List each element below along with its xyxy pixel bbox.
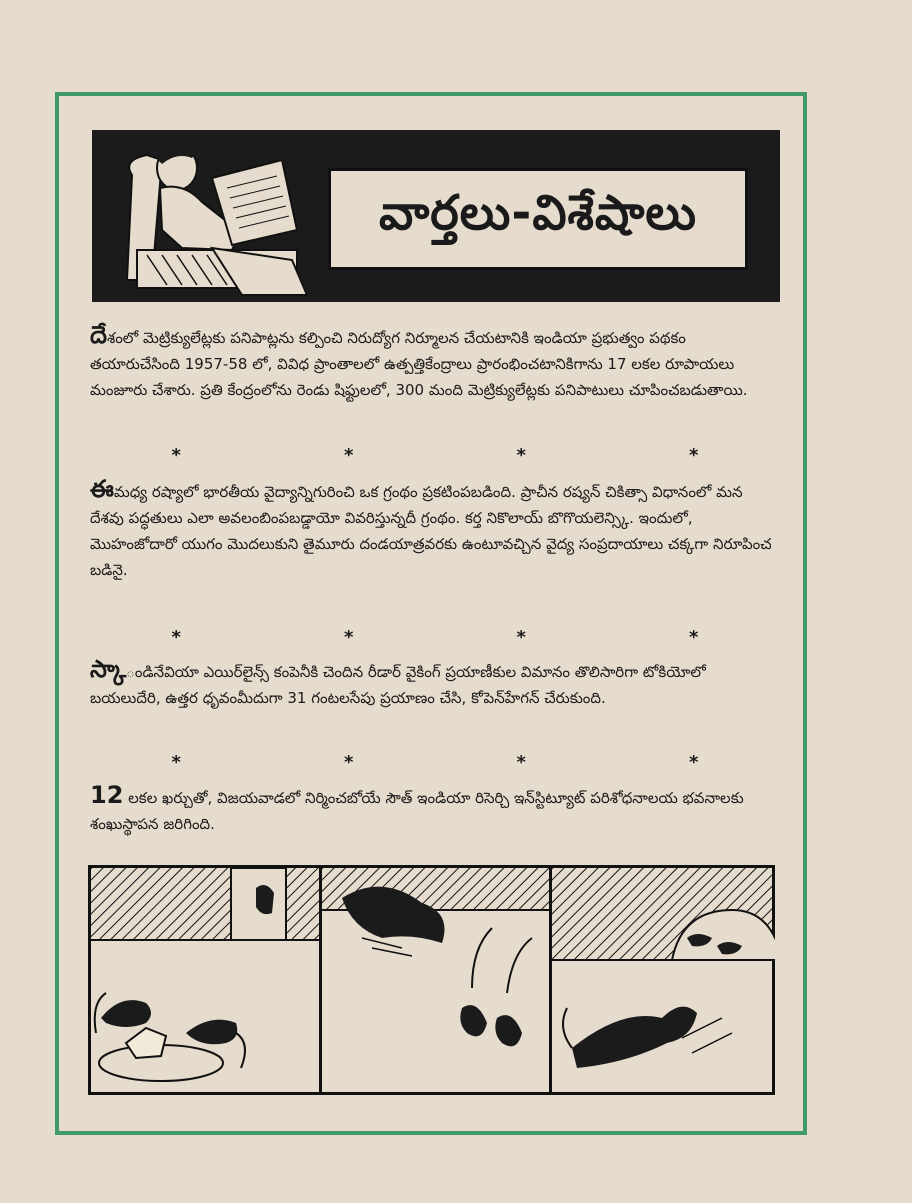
separator-star: *	[516, 627, 526, 648]
man-reading-newspaper-illustration	[92, 130, 328, 302]
separator-stars	[90, 627, 780, 647]
drop-cap: దే	[90, 321, 107, 349]
separator-star: *	[344, 752, 354, 773]
news-paragraph-2	[90, 476, 780, 583]
header-banner	[92, 130, 780, 302]
separator-star: *	[516, 752, 526, 773]
paragraph-text: శంలో మెట్రిక్యులేట్లకు పనిపాట్లను కల్పించి నిరుద్యోగ నిర్మూలన చేయటానికి ఇండియా ప్రభుత్వం పథకం తయారుచేసింది 1957-58 లో, వివిధ ప్రాంతాలలో ఉత్పత్తికేంద్రాలు ప్రారంభించటానికిగాను 17 లకల రూపాయలు మంజూరు చేశారు. ప్రతి కేంద్రంలోను రెండు షిఫ్టులలో, 300 మంది మెట్రిక్యులేట్లకు పనిపాటులు చూపించబడుతాయి.	[90, 329, 748, 399]
paragraph-text: లకల ఖర్చుతో, విజయవాడలో నిర్మించబోయే సౌత్ ఇండియా రిసెర్చి ఇన్‌స్టిట్యూట్ పరిశోధనాలయ భవనాలకు శంఖుస్థాపన జరిగింది.	[90, 789, 744, 833]
drop-cap: స్కా	[90, 655, 127, 683]
separator-stars	[90, 445, 780, 465]
separator-star: *	[344, 627, 354, 648]
separator-star: *	[516, 445, 526, 466]
comic-panel-1	[91, 868, 319, 1092]
paragraph-text: ండినేవియా ఎయిర్‌లైన్స్ కంపెనీకి చెందిన రీడార్ వైకింగ్ ప్రయాణీకుల విమానం తొలిసారిగా టోకియోలో బయలుదేరి, ఉత్తర ధృవంమీదుగా 31 గంటలసేపు ప్రయాణం చేసి, కోపెన్‌హేగన్ చేరుకుంది.	[90, 663, 706, 707]
news-paragraph-4	[90, 782, 780, 837]
comic-panel-3	[549, 868, 775, 1092]
separator-star: *	[171, 445, 181, 466]
separator-star: *	[689, 445, 699, 466]
comic-panel-2	[319, 868, 552, 1092]
news-paragraph-1	[90, 322, 780, 403]
comic-strip	[88, 865, 775, 1095]
news-paragraph-3	[90, 656, 780, 711]
separator-star: *	[171, 627, 181, 648]
separator-star: *	[689, 627, 699, 648]
banner-title-box	[328, 168, 748, 270]
separator-star: *	[689, 752, 699, 773]
page-title: వార్తలు-విశేషాలు	[379, 185, 697, 241]
paragraph-text: మధ్య రష్యాలో భారతీయ వైద్యాన్నిగురించి ఒక గ్రంథం ప్రకటింపబడింది. ప్రాచీన రష్యన్ చికిత్సా విధానంలో మన దేశవు పద్ధతులు ఎలా అవలంబింపబడ్డాయో వివరిస్తున్నదీ గ్రంథం. కర్త నికొలాయ్ బొగొయలెన్స్కి. ఇందులో, మొహంజోదారో యుగం మొదలుకుని తైమూరు దండయాత్రవరకు ఉంటూవచ్చిన వైద్య సంప్రదాయాలు చక్కగా నిరూపించ బడినై.	[90, 483, 772, 579]
drop-cap: 12	[90, 781, 124, 809]
drop-cap: ఈ	[90, 475, 114, 503]
separator-star: *	[171, 752, 181, 773]
separator-star: *	[344, 445, 354, 466]
separator-stars	[90, 752, 780, 772]
